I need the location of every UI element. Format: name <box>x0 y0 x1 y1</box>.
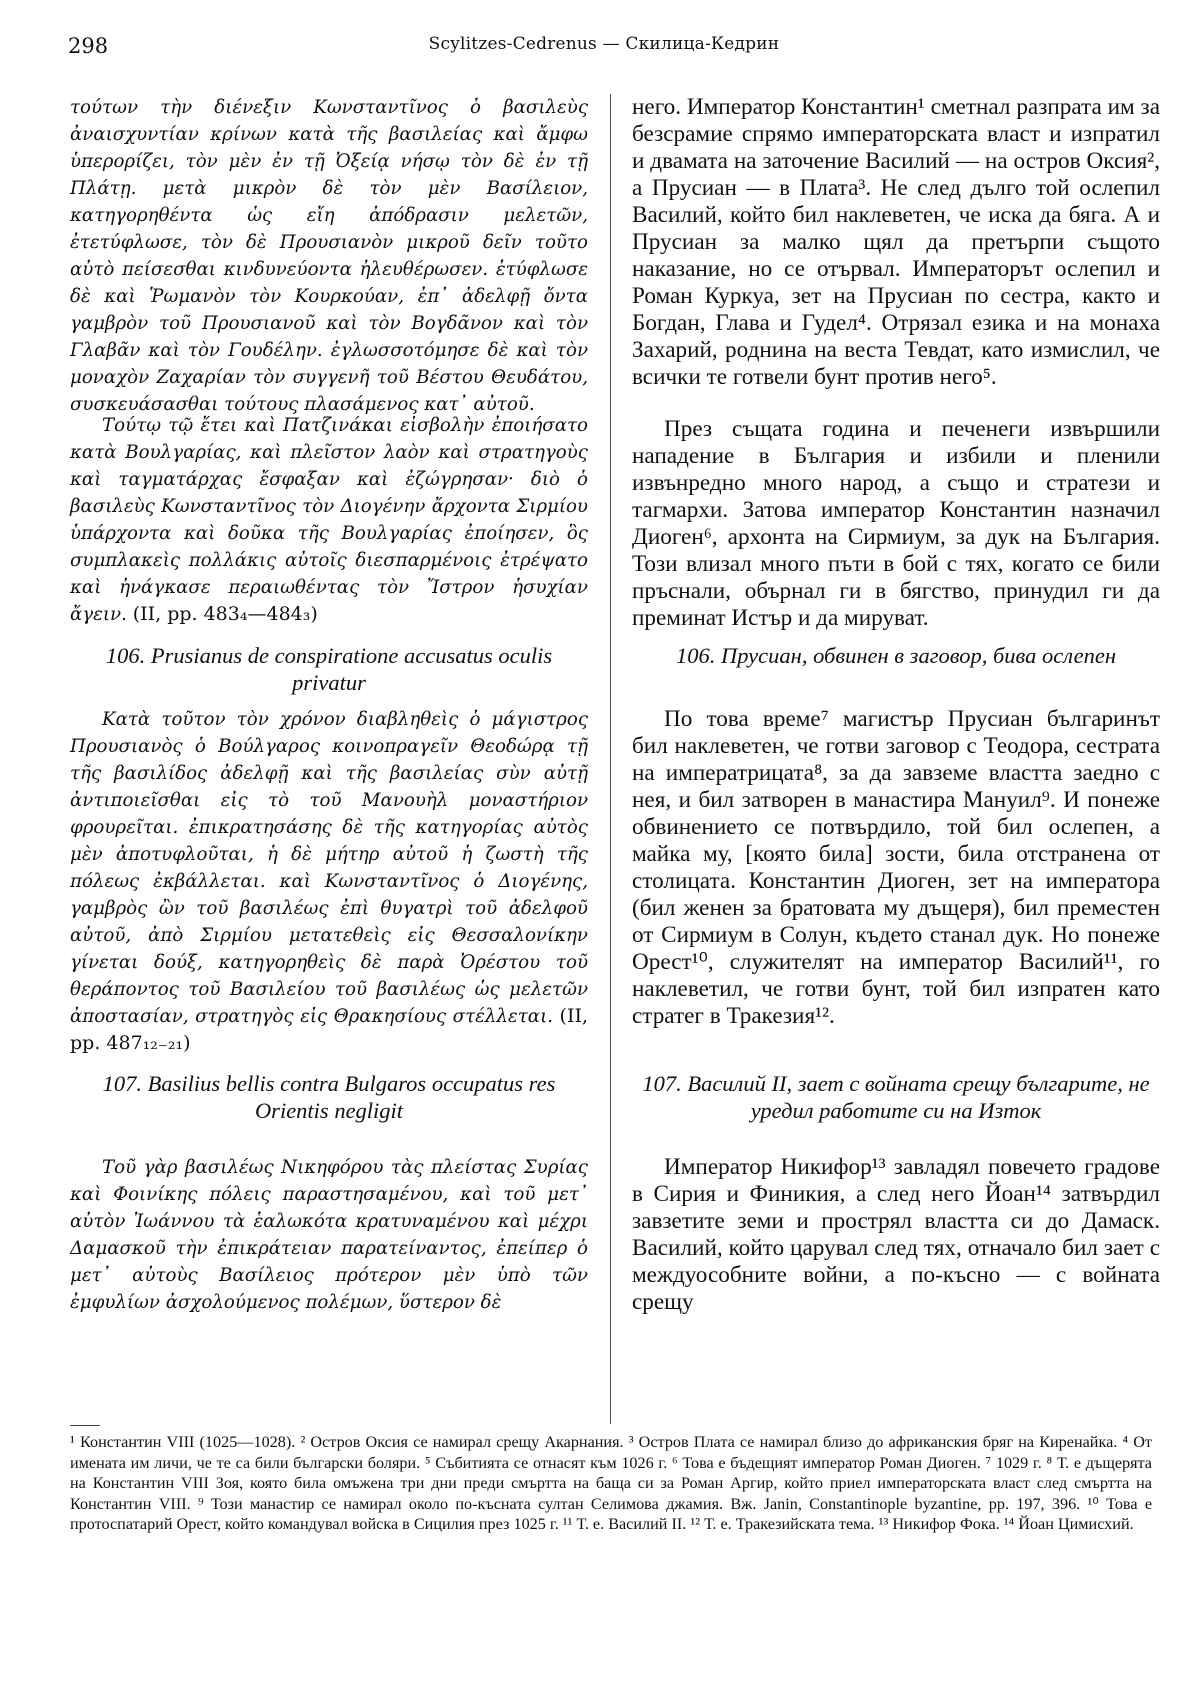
greek-block-1 <box>70 94 588 418</box>
greek-reference-2: (II, pp. 483₄—484₃) <box>132 603 318 625</box>
greek-heading-107-block <box>70 1070 588 1124</box>
footnote-rule <box>70 1425 100 1426</box>
bulgarian-paragraph-3: По това време⁷ магистър Прусиан българинът бил наклеветен, че готви заговор с Теодора, сестрата на императрицата⁸, за да завземе властта заедно с нея, и бил затворен в манастира Мануил⁹. И понеже обвинението се потвърдило, той бил ослепен, а майка му, [която била] зости, била отстранена от столицата. Константин Диоген, зет на императора (бил женен за братовата му дъщеря), бил преместен от Сирмиум в Солун, където станал дук. Но понеже Орест¹⁰, служителят на император Василий¹¹, го наклеветил, че готви бунт, той бил изпратен като стратег в Тракезия¹². <box>632 706 1160 1029</box>
column-divider <box>610 94 611 1424</box>
greek-block-4 <box>70 1154 588 1316</box>
greek-paragraph-1: τούτων τὴν διένεξιν Κωνσταντῖνος ὁ βασιλεὺς ἀναισχυντίαν κρίνων κατὰ τῆς βασιλείας καὶ ἄμφω ὑπερορίζει, τὸν μὲν ἐν τῇ Ὀξείᾳ νήσῳ τὸν δὲ ἐν τῇ Πλάτῃ. μετὰ μικρὸν δὲ τὸν μὲν Βασίλειον, κατηγορηθέντα ὡς εἴη ἀπόδρασιν μελετῶν, ἐτετύφλωσε, τὸν δὲ Προυσιανὸν μικροῦ δεῖν τοῦτο αὐτὸ πείσεσθαι κινδυνεύοντα ἠλευθέρωσεν. ἐτύφλωσε δὲ καὶ Ῥωμανὸν τὸν Κουρκούαν, ἐπ᾽ ἀδελφῇ ὄντα γαμβρὸν τοῦ Προυσιανοῦ καὶ τὸν Βογδᾶνον καὶ τὸν Γλαβᾶν καὶ τὸν Γουδέλην. ἐγλωσσοτόμησε δὲ καὶ τὸν μοναχὸν Ζαχαρίαν τὸν συγγενῆ τοῦ Βέστου Θευδάτου, συσκευάσασθαι τούτους πλασάμενος κατ᾽ αὐτοῦ. <box>70 97 588 415</box>
greek-column <box>70 94 588 1423</box>
bulgarian-paragraph-2: През същата година и печенеги извършили нападение в България и избили и пленили извънредно много народ, а също и стратези и тагмархи. Затова император Константин назначил Диоген⁶, архонта на Сирмиум, за дук на България. Този влизал много пъти в бой с тях, когато се били пръснали, обърнал ги в бягство, принудил ги да преминат Истър и да мируват. <box>632 416 1160 631</box>
running-title: Scylitzes-Cedrenus — Скилица-Кедрин <box>428 34 780 54</box>
bulgarian-block-3 <box>632 706 1160 1030</box>
bulgarian-heading-107-block <box>632 1070 1160 1124</box>
bulgarian-heading-106: 106. Прусиан, обвинен в заговор, бива ослепен <box>675 643 1117 668</box>
bulgarian-block-4 <box>632 1154 1160 1316</box>
footnotes: ¹ Константин VIII (1025—1028). ² Остров Оксия се намирал срещу Акарнания. ³ Остров Плата се намирал близо до африканския бряг на Киренайка. ⁴ От имената им личи, че те са били български боляри. ⁵ Събитията се отнасят към 1026 г. ⁶ Това е бъдещият император Роман Диоген. ⁷ 1029 г. ⁸ Т. е дъщерята на Константин VIII Зоя, която била омъжена три дни преди смъртта на баща си за Роман Аргир, който приел императорската власт след смъртта на Константин VIII. ⁹ Този манастир се намирал около по-късната султан Селимова джамия. Вж. Janin, Constantinople byzantine, pp. 197, 396. ¹⁰ Това е протоспатарий Орест, който командувал войска в Сицилия през 1025 г. ¹¹ Т. е. Василий II. ¹² Т. е. Тракезийската тема. ¹³ Никифор Фока. ¹⁴ Йоан Цимисхий. <box>70 1433 1152 1533</box>
greek-paragraph-2-text: Τούτῳ τῷ ἔτει καὶ Πατζινάκαι εἰσβολὴν ἐποιήσατο κατὰ Βουλγαρίας, καὶ πλεῖστον λαὸν καὶ στρατηγοὺς καὶ ταγματάρχας ἔσφαξαν καὶ ἐζώγρησαν· διὸ ὁ βασιλεὺς Κωνσταντῖνος τὸν Διογένην ἄρχοντα Σιρμίου ὑπάρχοντα καὶ δοῦκα τῆς Βουλγαρίας ἐποίησεν, ὃς συμπλακεὶς πολλάκις αὐτοῖς διεσπαρμένοις ἐτρέψατο καὶ ἠνάγκασε περαιωθέντας τὸν Ἴστρον ἡσυχίαν ἄγειν. <box>70 415 588 625</box>
greek-heading-106: 106. Prusianus de conspiratione accusatus oculis privatur <box>105 643 553 695</box>
bulgarian-column <box>632 94 1160 1423</box>
greek-paragraph-3-text: Κατὰ τοῦτον τὸν χρόνον διαβληθεὶς ὁ μάγιστρος Προυσιανὸς ὁ Βούλγαρος κοινοπραγεῖν Θεοδώρᾳ τῇ τῆς βασιλίδος ἀδελφῇ καὶ τῆς βασιλείας σὺν αὐτῇ ἀντιποιεῖσθαι εἰς τὸ τοῦ Μανουὴλ μοναστήριον φρουρεῖται. ἐπικρατησάσης δὲ τῆς κατηγορίας αὐτὸς μὲν ἀποτυφλοῦται, ἡ δὲ μήτηρ αὐτοῦ ἡ ζωστὴ τῆς πόλεως ἐκβάλλεται. καὶ Κωνσταντῖνος ὁ Διογένης, γαμβρὸς ὢν τοῦ βασιλέως ἐπὶ θυγατρὶ τοῦ ἀδελφοῦ αὐτοῦ, ἀπὸ Σιρμίου μετατεθεὶς εἰς Θεσσαλονίκην γίνεται δούξ, κατηγορηθεὶς δὲ παρὰ Ὀρέστου τοῦ θεράποντος τοῦ Βασιλείου τοῦ βασιλέως ὡς μελετῶν ἀποστασίαν, στρατηγὸς εἰς Θρακησίους στέλλεται. <box>70 709 588 1027</box>
greek-reference-3: (II, pp. 487₁₂₋₂₁) <box>70 1005 588 1054</box>
bulgarian-block-2 <box>632 416 1160 632</box>
bulgarian-heading-107: 107. Василий II, зает с войната срещу българите, не уредил работите си на Изток <box>642 1071 1150 1123</box>
greek-paragraph-3 <box>70 706 588 1057</box>
running-header <box>68 30 1140 60</box>
greek-paragraph-4: Τοῦ γὰρ βασιλέως Νικηφόρου τὰς πλείστας Συρίας καὶ Φοινίκης πόλεις παραστησαμένου, καὶ τοῦ μετ᾽ αὐτὸν Ἰωάννου τὰ ἑαλωκότα κρατυναμένου καὶ μέχρι Δαμασκοῦ τὴν ἐπικράτειαν παρατείναντος, ἐπείπερ ὁ μετ᾽ αὐτοὺς Βασίλειος πρότερον μὲν ὑπὸ τῶν ἐμφυλίων ἀσχολούμενος πολέμων, ὕστερον δὲ <box>70 1157 588 1313</box>
bulgarian-heading-106-block <box>632 642 1160 669</box>
page-number: 298 <box>68 34 109 58</box>
greek-heading-107: 107. Basilius bellis contra Bulgaros occupatus res Orientis negligit <box>102 1071 556 1123</box>
greek-heading-106-block <box>70 642 588 696</box>
bulgarian-paragraph-1: него. Император Константин¹ сметнал разпрата им за безсрамие спрямо императорската власт и изпратил и двамата на заточение Василий — на остров Оксия², а Прусиан — в Плата³. Не след дълго той ослепил Василий, който бил наклеветен, че иска да бяга. А и Прусиан за малко щял да претърпи същото наказание, но се отървал. Императорът ослепил и Роман Куркуа, зет на Прусиан по сестра, както и Богдан, Глава и Гудел⁴. Отрязал езика и на монаха Захарий, роднина на веста Тевдат, като измислил, че всички те готвели бунт против него⁵. <box>632 94 1160 390</box>
bulgarian-block-1 <box>632 94 1160 391</box>
greek-block-2 <box>70 412 588 628</box>
greek-paragraph-2 <box>70 412 588 628</box>
greek-block-3 <box>70 706 588 1057</box>
bulgarian-paragraph-4: Император Никифор¹³ завладял повечето градове в Сирия и Финикия, а след него Йоан¹⁴ затвърдил завзетите земи и прострял властта си до Дамаск. Василий, който царувал след тях, отначало бил зает с междуособните войни, а по-късно — с войната срещу <box>632 1154 1160 1315</box>
